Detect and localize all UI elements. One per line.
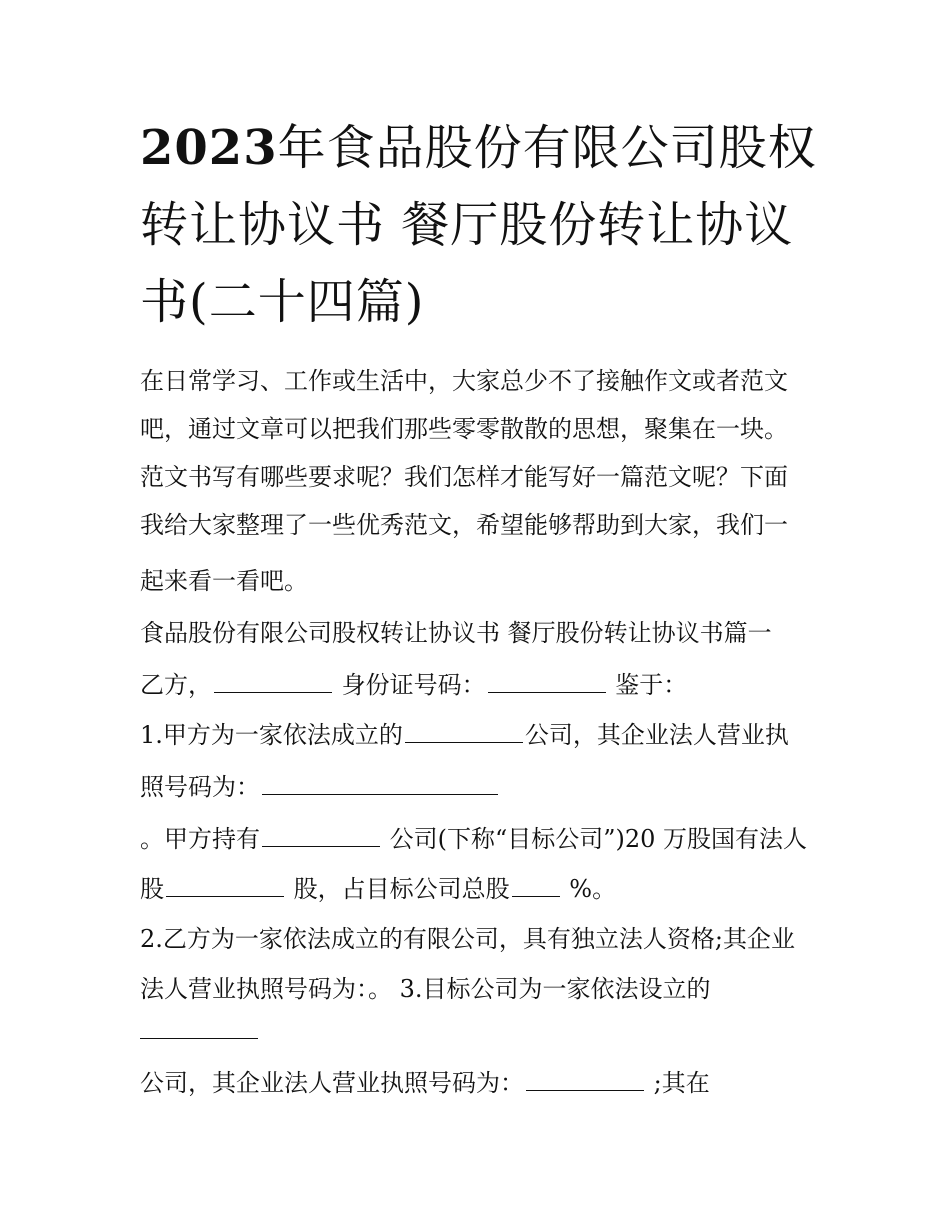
party-b-line — [140, 670, 840, 700]
id-number-label: 身份证号码： — [334, 671, 486, 699]
clause1-holds-label: 。甲方持有 — [140, 825, 260, 853]
clause3-continuation: ;其在 — [646, 1069, 710, 1097]
title-year: 2023 — [140, 120, 278, 176]
section-heading: 食品股份有限公司股权转让协议书 餐厅股份转让协议书篇一 — [140, 619, 772, 647]
blank-line — [214, 670, 332, 693]
clause1-target-company-text: 公司(下称“目标公司”)20 万股国有法人 — [382, 825, 808, 853]
blank-line — [405, 720, 523, 743]
whereas-label: 鉴于： — [607, 671, 688, 699]
blank-line — [512, 874, 560, 897]
intro-line-5: 起来看一看吧。 — [140, 567, 308, 595]
clause2-line-2: 法人营业执照号码为：。 3.目标公司为一家依法设立的 — [140, 975, 711, 1003]
clause3-license-label: 公司，其企业法人营业执照号码为： — [140, 1069, 524, 1097]
title-line-2: 转让协议书 餐厅股份转让协议 — [140, 197, 794, 253]
clause1-line-3 — [140, 824, 840, 854]
clause1-text-b: 公司，其企业法人营业执 — [524, 721, 789, 749]
document-title — [140, 110, 820, 341]
clause1-text-a: 1.甲方为一家依法成立的 — [140, 721, 403, 749]
blank-line — [488, 670, 606, 693]
blank-line — [526, 1068, 644, 1091]
clause1-percent-sign: %。 — [561, 875, 617, 903]
intro-line-1: 在日常学习、工作或生活中，大家总少不了接触作文或者范文 — [140, 367, 788, 395]
title-line-3: 书(二十四篇) — [140, 274, 425, 330]
title-line-1 — [140, 110, 820, 187]
intro-line-4: 我给大家整理了一些优秀范文，希望能够帮助到大家，我们一 — [140, 511, 788, 539]
clause1-line-2 — [140, 772, 840, 802]
clause1-shares-label: 股 — [140, 875, 164, 903]
clause1-line-4 — [140, 874, 840, 904]
clause2-line-1: 2.乙方为一家依法成立的有限公司，具有独立法人资格;其企业 — [140, 925, 795, 953]
blank-line — [262, 824, 380, 847]
clause1-percent-label: 股，占目标公司总股 — [286, 875, 510, 903]
blank-line — [166, 874, 284, 897]
intro-line-2: 吧，通过文章可以把我们那些零零散散的思想，聚集在一块。 — [140, 415, 788, 443]
clause1-line-1 — [140, 720, 840, 750]
blank-line — [262, 772, 498, 795]
party-b-label: 乙方， — [140, 671, 212, 699]
clause3-blank-line — [140, 1016, 840, 1046]
intro-line-3: 范文书写有哪些要求呢？我们怎样才能写好一篇范文呢？下面 — [140, 463, 788, 491]
clause3-line-1 — [140, 1068, 840, 1098]
clause1-license-label: 照号码为： — [140, 773, 260, 801]
blank-line — [140, 1016, 258, 1039]
title-line-1-text: 年食品股份有限公司股权 — [277, 120, 817, 176]
